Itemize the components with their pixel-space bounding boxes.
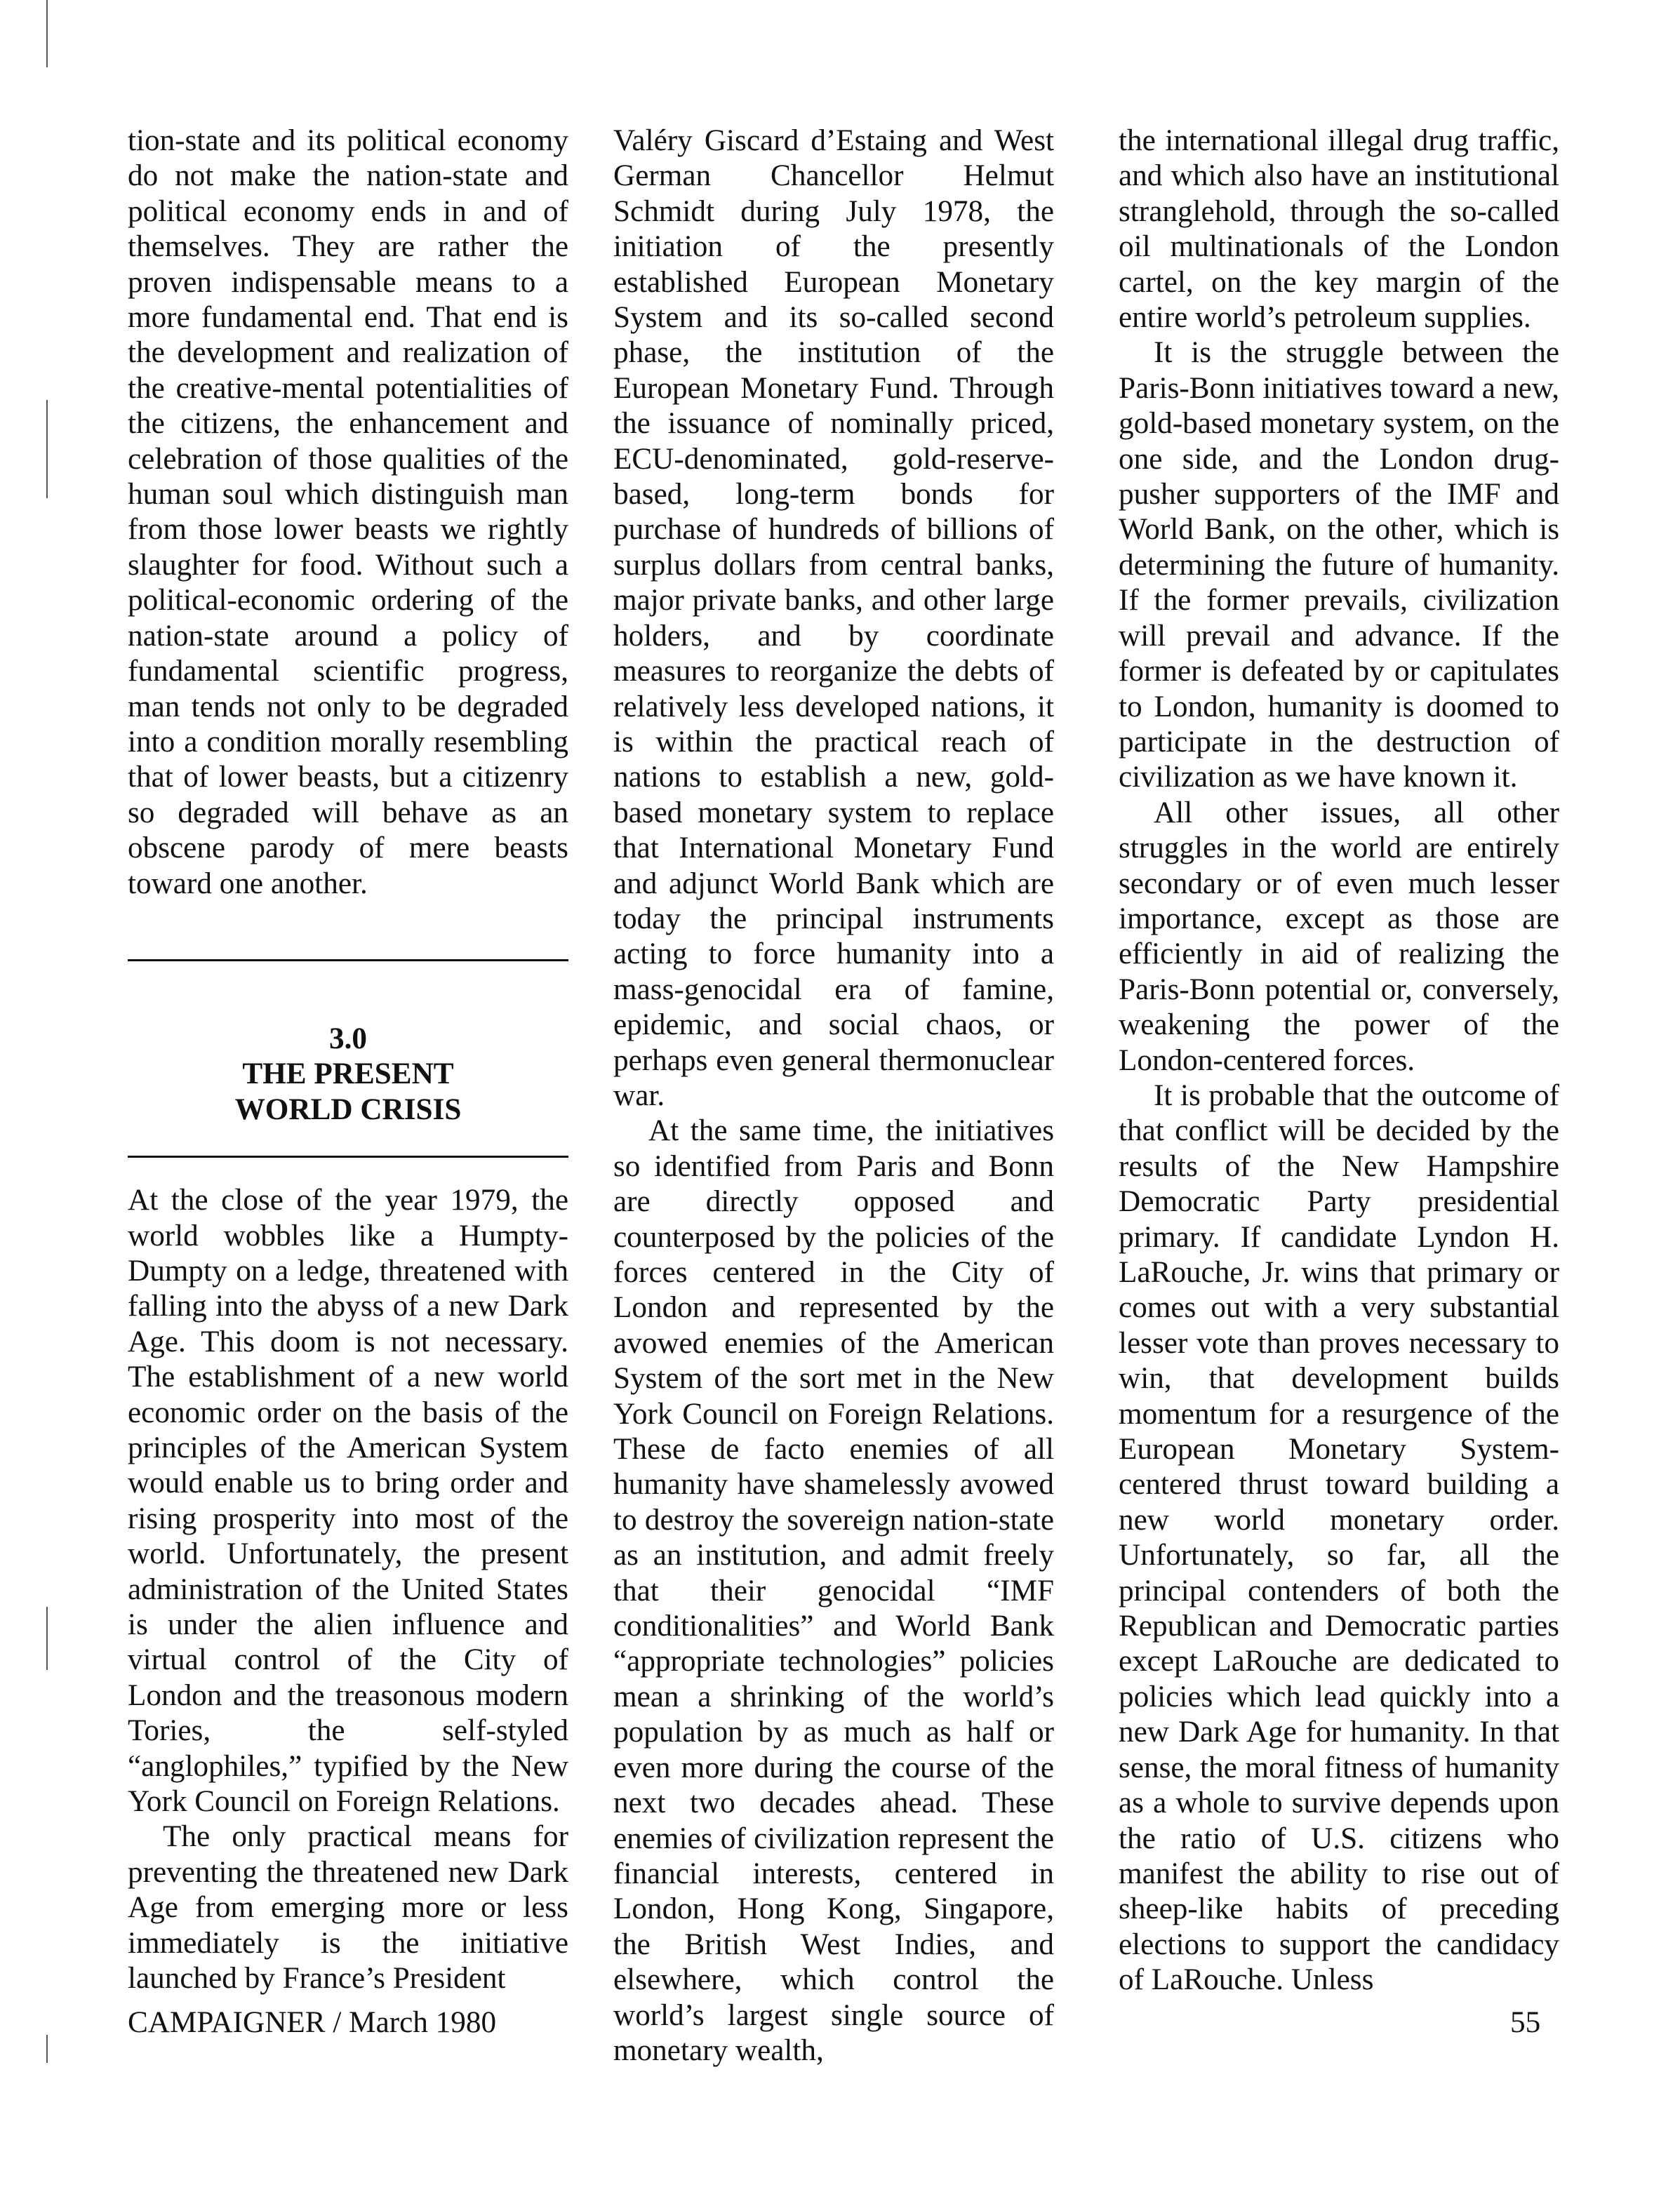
body-paragraph: It is probable that the outcome of that conflict will be decided by the results of the New Hampshire Democratic Party presidential primary. If candidate Lyndon H. LaRouche, Jr. wins that primary or comes out with a very substantial lesser vote than proves necessary to win, that development builds momentum for a resurgence of the European Monetary System-centered thrust toward building a new world monetary order. Unfortunately, so far, all the principal contenders of both the Republican and Democratic parties except LaRouche are dedicated to policies which lead quickly into a new Dark Age for humanity. In that sense, the moral fitness of humanity as a whole to survive depends upon the ratio of U.S. citizens who manifest the ability to rise out of sheep-like habits of preceding elections to support the candidacy of LaRouche. Unless (1119, 1078, 1559, 1997)
scan-mark (46, 0, 48, 67)
body-paragraph: tion-state and its political economy do not make the nation-state and political economy ends in and of themselves. They are rather the proven indispensable means to a more fundamental end. That end is the development and realization of the creative-mental potentialities of the citizens, the enhancement and celebration of those qualities of the human soul which distinguish man from those lower beasts we rightly slaughter for food. Without such a political-economic ordering of the nation-state around a policy of fundamental scientific progress, man tends not only to be degraded into a condition morally resembling that of lower beasts, but a citizenry so degraded will behave as an obscene parody of mere beasts toward one another. (128, 124, 568, 900)
text-column-1 (128, 123, 568, 1997)
body-paragraph: the international illegal drug traffic, and which also have an institutional stranglehold, through the so-called oil multinationals of the London cartel, on the key margin of the entire world’s petroleum supplies. (1119, 124, 1559, 335)
body-paragraph: Valéry Giscard d’Estaing and West German Chancellor Helmut Schmidt during July 1978, the initiation of the presently established European Monetary System and its so-called second phase, the institution of the European Monetary Fund. Through the issuance of nominally priced, ECU-denominated, gold-reserve-based, long-term bonds for purchase of hundreds of billions of surplus dollars from central banks, major private banks, and other large holders, and by coordinate measures to reorganize the debts of relatively less developed nations, it is within the practical reach of nations to establish a new, gold-based monetary system to replace that International Monetary Fund and adjunct World Bank which are today the principal instruments acting to force humanity into a mass-genocidal era of famine, epidemic, and social chaos, or perhaps even general thermonuclear war. (613, 124, 1054, 1112)
scan-mark (46, 400, 48, 498)
body-paragraph: All other issues, all other struggles in the world are entirely secondary or of even much lesser importance, except as those are efficiently in aid of realizing the Paris-Bonn potential or, conversely, weakening the power of the London-centered forces. (1119, 796, 1559, 1077)
scan-mark (46, 2035, 48, 2063)
body-paragraph: The only practical means for preventing the threatened new Dark Age from emerging more or less immediately is the initiative launched by France’s President (128, 1820, 568, 1996)
text-column-2 (613, 123, 1054, 2069)
publication-footer: CAMPAIGNER / March 1980 (128, 2006, 497, 2039)
scan-mark (46, 1607, 48, 1670)
section-rule-bottom (128, 1156, 568, 1158)
page-number: 55 (1510, 2006, 1541, 2039)
section-number: 3.0 (329, 1022, 367, 1055)
body-paragraph: At the same time, the initiatives so identified from Paris and Bonn are directly opposed and counterposed by the policies of the forces centered in the City of London and represented by the avowed enemies of the American System of the sort met in the New York Council on Foreign Relations. These de facto enemies of all humanity have shamelessly avowed to destroy the sovereign nation-state as an institution, and admit freely that their genocidal “IMF conditionalities” and World Bank “appropriate technologies” policies mean a shrinking of the world’s population by as much as half or even more during the course of the next two decades ahead. These enemies of civilization represent the financial interests, centered in London, Hong Kong, Singapore, the British West Indies, and elsewhere, which control the world’s largest single source of monetary wealth, (613, 1114, 1054, 2067)
section-title-line-2: WORLD CRISIS (234, 1092, 462, 1126)
section-title-line-1: THE PRESENT (242, 1057, 454, 1091)
body-paragraph: At the close of the year 1979, the world wobbles like a Humpty-Dumpty on a ledge, threatened with falling into the abyss of a new Dark Age. This doom is not necessary. The establishment of a new world economic order on the basis of the principles of the American System would enable us to bring order and rising prosperity into most of the world. Unfortunately, the present administration of the United States is under the alien influence and virtual control of the City of London and the treasonous modern Tories, the self-styled “anglophiles,” typified by the New York Council on Foreign Relations. (128, 1184, 568, 1819)
section-heading (128, 959, 568, 1158)
text-column-3 (1119, 123, 1559, 1998)
body-paragraph: It is the struggle between the Paris-Bonn initiatives toward a new, gold-based monetary system, on the one side, and the London drug-pusher supporters of the IMF and World Bank, on the other, which is determining the future of humanity. If the former prevails, civilization will prevail and advance. If the former is defeated by or capitulates to London, humanity is doomed to participate in the destruction of civilization as we have known it. (1119, 336, 1559, 794)
section-rule-top (128, 959, 568, 961)
